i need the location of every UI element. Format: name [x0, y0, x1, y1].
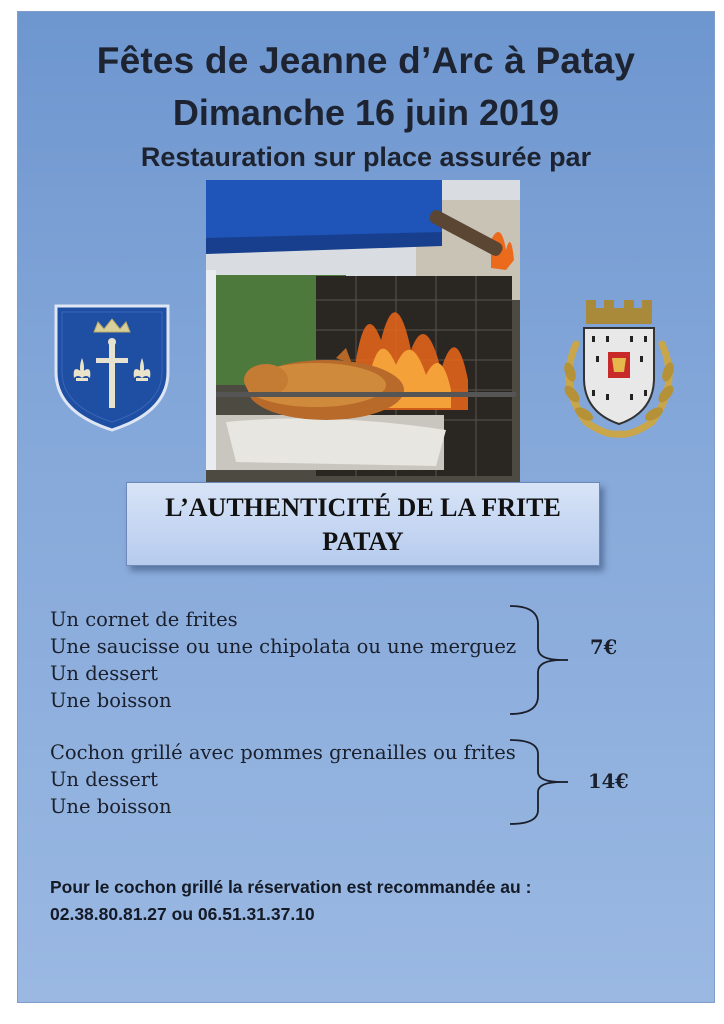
menu-item: Une saucisse ou une chipolata ou une merguez — [50, 635, 517, 658]
reservation-text: Pour le cochon grillé la réservation est recommandée au : — [50, 877, 532, 897]
frite-patay-banner — [126, 482, 600, 566]
menu-item: Un dessert — [50, 662, 158, 685]
poster — [18, 12, 714, 1002]
catering-subtitle: Restauration sur place assurée par — [140, 142, 592, 172]
menu-offer-2 — [50, 739, 516, 820]
menu-price: 7€ — [590, 636, 618, 659]
reservation-phones: 02.38.80.81.27 ou 06.51.31.37.10 — [50, 904, 315, 924]
event-date: Dimanche 16 juin 2019 — [172, 92, 560, 133]
banner-line-1: L’AUTHENTICITÉ DE LA FRITE — [165, 493, 561, 522]
joan-of-arc-shield-icon — [52, 302, 172, 434]
curly-brace-icon — [508, 604, 568, 716]
menu-item: Un dessert — [50, 768, 158, 791]
roast-pig-photo — [206, 180, 520, 490]
menu-item: Un cornet de frites — [50, 608, 238, 631]
menu-item: Cochon grillé avec pommes grenailles ou frites — [50, 741, 516, 764]
menu-item: Une boisson — [50, 795, 172, 818]
curly-brace-icon — [508, 738, 568, 826]
menu-item: Une boisson — [50, 689, 172, 712]
banner-line-2: PATAY — [322, 527, 404, 556]
menu-price: 14€ — [588, 770, 629, 793]
menu-offer-1 — [50, 606, 516, 714]
patay-coat-of-arms-icon — [556, 294, 682, 442]
reservation-note — [50, 874, 531, 928]
event-title: Fêtes de Jeanne d’Arc à Patay — [96, 40, 636, 81]
